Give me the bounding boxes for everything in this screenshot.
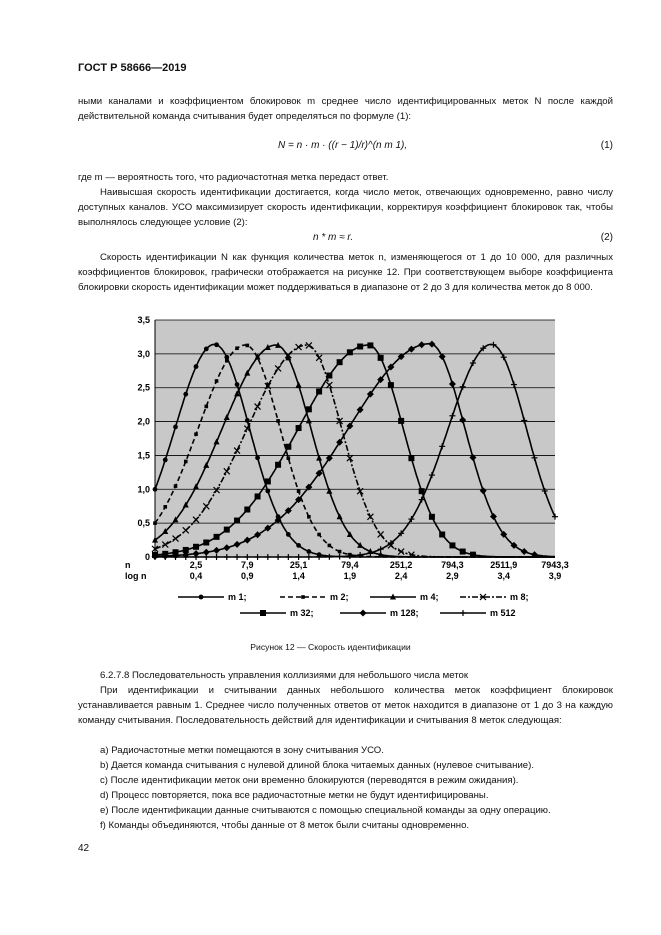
data-point [429, 514, 435, 520]
legend-entry [178, 592, 247, 602]
list-item: d) Процесс повторяется, пока все радиочастотные метки не будут идентифицированы. [100, 790, 489, 801]
legend-label: m 32; [290, 608, 314, 618]
legend-label: m 2; [330, 592, 349, 602]
data-point [357, 344, 363, 350]
data-point [183, 392, 188, 397]
x-tick-label-n: 25,1 [289, 560, 308, 570]
y-tick-label: 3,0 [137, 348, 150, 359]
data-point [244, 507, 250, 513]
formula-1: N = n · m · ((r − 1)/r)^(n m 1), [278, 140, 408, 151]
data-point [296, 543, 301, 548]
x-tick-label-n: 7,9 [241, 560, 254, 570]
data-point [439, 531, 445, 537]
data-point [214, 534, 220, 540]
data-point [260, 610, 266, 616]
data-point [194, 432, 198, 436]
identification-rate-chart [0, 305, 661, 645]
data-point [184, 460, 188, 464]
section-title: 6.2.7.8 Последовательность управления коллизиями для небольшого числа меток [100, 670, 469, 681]
data-point [199, 595, 204, 600]
data-point [460, 549, 466, 555]
legend-label: m 8; [510, 592, 529, 602]
y-tick-label: 0,5 [137, 518, 150, 529]
data-point [204, 347, 209, 352]
data-point [173, 424, 178, 429]
y-tick-label: 1,5 [137, 450, 150, 461]
paragraph-figure-ref: Скорость идентификации N как функция количества меток n, изменяющегося от 1 до 10 000, для различных коэффициентов блокировок, графически отображается на рисунке 12. При соответствующем выборе коэффициента блокировки скорость идентификации может поддерживаться в диапазоне от 2 до 3 для количества меток до 8 000. [78, 252, 613, 293]
list-item: c) После идентификации меток они временно блокируются (переводятся в режим ожидания). [100, 775, 519, 786]
x-tick-label-n: 79,4 [341, 560, 359, 570]
x-tick-label-n: 251,2 [389, 560, 413, 570]
data-point [460, 610, 466, 616]
data-point [449, 542, 455, 548]
legend-label: m 4; [420, 592, 439, 602]
data-point [337, 359, 343, 365]
data-point [378, 355, 384, 361]
x-axis-row2-label: log n [125, 571, 147, 581]
data-point [296, 425, 302, 431]
y-tick-label: 2,0 [137, 416, 150, 427]
x-tick-label-n: 794,3 [441, 560, 464, 570]
legend-label: m 128; [390, 608, 419, 618]
data-point [388, 382, 394, 388]
data-point [306, 406, 312, 412]
data-point [326, 373, 332, 379]
page-number: 42 [78, 843, 90, 854]
x-tick-label-log: 2,4 [394, 571, 408, 581]
data-point [245, 418, 250, 423]
data-point [265, 478, 271, 484]
list-item: b) Дается команда считывания с нулевой длиной блока читаемых данных (нулевое считывание). [100, 760, 534, 771]
data-point [194, 364, 199, 369]
figure-caption: Рисунок 12 — Скорость идентификации [250, 642, 411, 652]
x-tick-label-log: 1,9 [343, 571, 357, 581]
data-point [276, 419, 280, 423]
data-point [163, 457, 168, 462]
document-header: ГОСТ Р 58666—2019 [78, 62, 187, 74]
data-point [408, 455, 414, 461]
paragraph-small-tags: При идентификации и считывании данных небольшого количества меток коэффициент блокировок устанавливается равным 1. Среднее число полученных ответов от меток находится в диапазоне от 1 до 3 на каждую команду считывания. Последовательность действий для идентификации и считывания 8 меток следующая: [78, 685, 613, 726]
legend-entry [340, 608, 419, 618]
data-point [367, 342, 373, 348]
legend-entry [280, 592, 349, 602]
data-point [234, 518, 240, 524]
chart-legend [178, 592, 529, 618]
data-point [317, 533, 321, 537]
x-tick-label-log: 0,4 [189, 571, 203, 581]
data-point [307, 515, 311, 519]
formula-2-number: (2) [600, 232, 613, 243]
data-point [285, 444, 291, 450]
x-tick-label-log: 0,9 [241, 571, 254, 581]
y-tick-label: 2,5 [137, 382, 150, 393]
data-point [204, 405, 208, 409]
data-point [214, 342, 219, 347]
legend-label: m 512 [490, 608, 516, 618]
list-item: f) Команды объединяются, чтобы данные от 8 меток были считаны одновременно. [100, 820, 470, 831]
x-axis-row1-label: n [125, 560, 131, 570]
x-tick-label-log: 3,9 [548, 571, 562, 581]
data-point [203, 539, 209, 545]
data-point [301, 595, 305, 599]
data-point [215, 379, 219, 383]
y-tick-label: 3,5 [137, 315, 150, 325]
y-tick-label: 0 [144, 552, 150, 562]
x-tick-label-log: 1,4 [292, 571, 305, 581]
legend-label: m 1; [228, 592, 247, 602]
data-point [265, 489, 270, 494]
x-tick-label-log: 3,4 [497, 571, 510, 581]
list-item: a) Радиочастотные метки помещаются в зону считывания УСО. [100, 745, 384, 756]
list-item: e) После идентификации данные считываются с помощью специальной команды за одну операцию. [100, 805, 551, 816]
formula-1-number: (1) [600, 140, 613, 151]
y-tick-label: 1,0 [137, 484, 150, 495]
legend-entry [460, 592, 529, 602]
data-point [306, 549, 311, 554]
formula-2: n * m ≈ r. [313, 232, 354, 243]
data-point [360, 610, 367, 617]
data-point [338, 550, 342, 554]
x-tick-label-n: 2511,9 [490, 560, 518, 570]
x-tick-label-log: 2,9 [446, 571, 459, 581]
data-point [193, 544, 199, 550]
steps-list [78, 743, 613, 833]
data-point [225, 359, 229, 363]
paragraph-max-speed: Наивысшая скорость идентификации достигается, когда число меток, отвечающих одновременно, равно числу доступных каналов. УСО максимизирует скорость идентификации, корректируя коэффициент блокировок так, чтобы выполнялось следующее условие (2): [78, 187, 613, 228]
x-tick-label-n: 2,5 [189, 560, 203, 570]
x-tick-label-n: 7943,3 [541, 560, 569, 570]
data-point [235, 382, 240, 387]
paragraph-where: где m — вероятность того, что радиочастотная метка передаст ответ. [78, 172, 389, 183]
data-point [255, 493, 261, 499]
data-point [398, 418, 404, 424]
legend-entry [440, 608, 516, 618]
paragraph-intro: ными каналами и коэффициентом блокировок m среднее число идентифицированных меток N после каждой действительной команда считывания будет определяться по формуле (1): [78, 96, 613, 122]
data-point [235, 346, 239, 350]
data-point [163, 505, 167, 509]
data-point [275, 462, 281, 468]
data-point [297, 489, 301, 493]
legend-entry [240, 608, 314, 618]
data-point [246, 344, 250, 348]
data-point [328, 544, 332, 548]
data-point [316, 389, 322, 395]
data-point [287, 456, 291, 460]
data-point [347, 349, 353, 355]
data-point [255, 455, 260, 460]
data-point [174, 484, 178, 488]
data-point [286, 532, 291, 537]
legend-entry [370, 592, 439, 602]
data-point [224, 527, 230, 533]
